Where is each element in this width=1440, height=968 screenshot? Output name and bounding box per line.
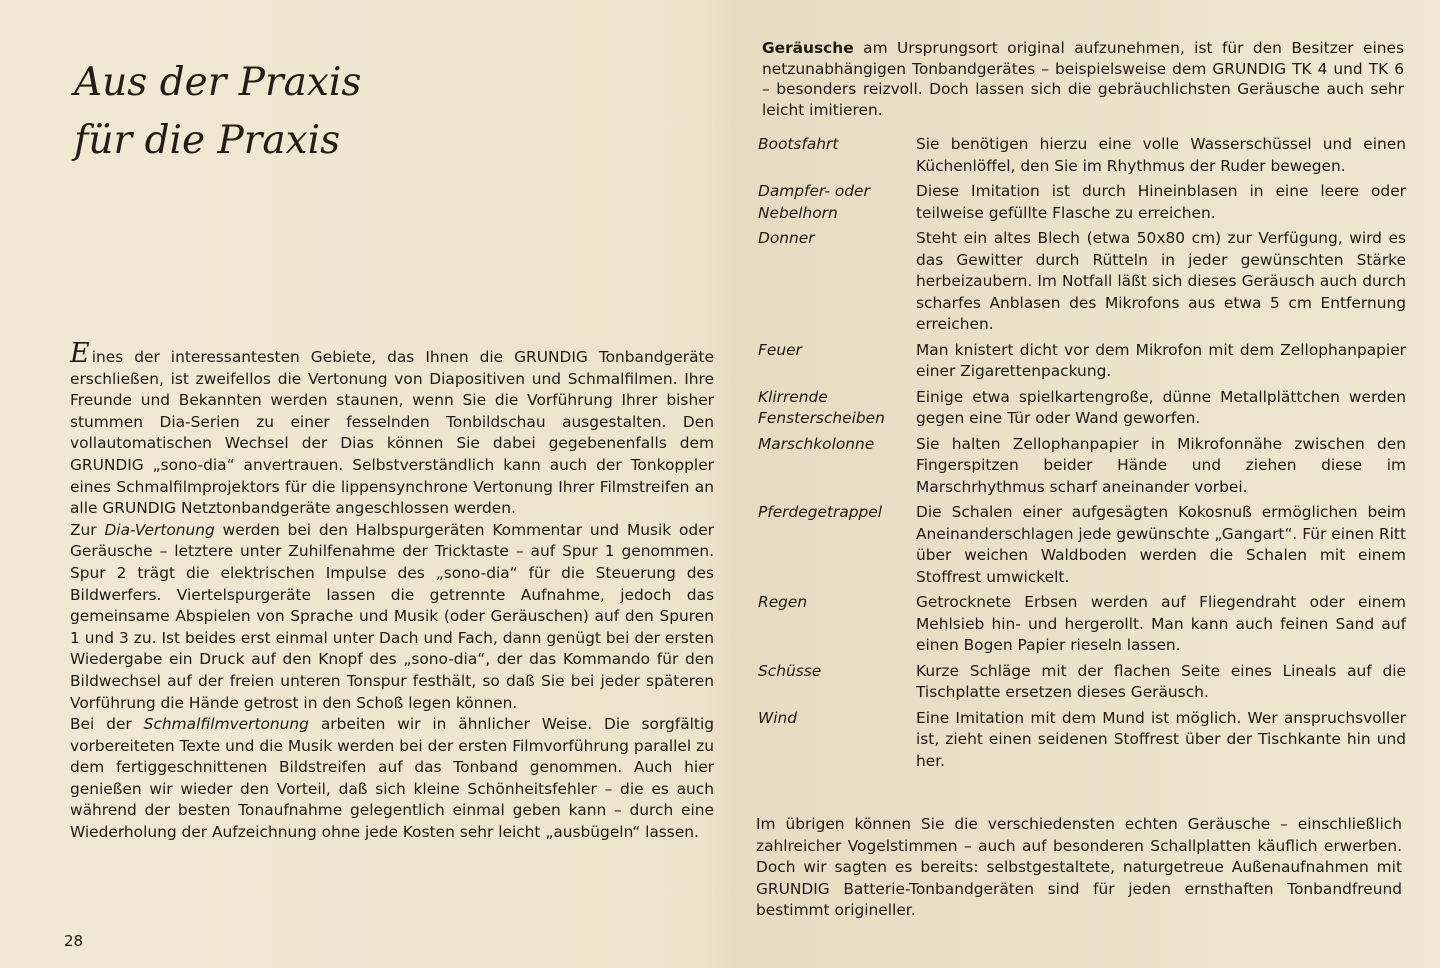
left-column-text bbox=[70, 338, 714, 844]
paragraph-intro-text: ines der interessantesten Gebiete, das Ihnen die GRUNDIG Tonbandgeräte erschließen, ist zweifellos die Vertonung von Diapositiven und Schmalfilmen. Ihre Freunde und Bekannten werden staunen, wenn Sie die Vorführung Ihrer bisher stummen Dia-Serien zu einer fesselnden Tonbildschau ausgestalten. Den vollautomatischen Wechsel der Dias können Sie dabei gegebenenfalls dem GRUNDIG „sono-dia“ anvertrauen. Selbstverständlich kann auch der Tonkoppler eines Schmalfilmprojektors für die lippensynchrone Vertonung Ihrer Filmstreifen an alle GRUNDIG Netztonbandgeräte angeschlossen werden. bbox=[70, 348, 714, 518]
sound-term: Bootsfahrt bbox=[758, 135, 839, 153]
sound-description: Eine Imitation mit dem Mund ist möglich. Wer anspruchsvoller ist, zieht einen seidenen Stoffrest über der Tischkante hin und her. bbox=[916, 708, 1406, 770]
list-item bbox=[758, 708, 1406, 773]
sound-term: Regen bbox=[758, 593, 808, 611]
paragraph-schmalfilm-text: arbeiten wir in ähnlicher Weise. Die sorgfältig vorbereiteten Texte und die Musik werden bei der ersten Filmvorführung parallel zu dem fertiggeschnittenen Bildstreifen auf das Tonband genommen. Auch hier genießen wir wieder den Vorteil, daß sich kleine Schönheitsfehler – die es auch während der besten Tonaufnahme gelegentlich einmal geben kann – durch eine Wiederholung der Aufzeichnung ohne jede Kosten sehr leicht „ausbügeln“ lassen. bbox=[70, 715, 714, 842]
sound-description: Diese Imitation ist durch Hineinblasen in eine leere oder teilweise gefüllte Flasche zu erreichen. bbox=[916, 182, 1406, 222]
title-line-2: für die Praxis bbox=[74, 118, 341, 164]
sound-description: Man knistert dicht vor dem Mikrofon mit dem Zellophanpapier einer Zigarettenpackung. bbox=[916, 340, 1406, 380]
right-column-intro bbox=[762, 38, 1404, 120]
list-item bbox=[758, 134, 1406, 177]
sound-term: Schüsse bbox=[758, 661, 822, 680]
list-item bbox=[758, 387, 1406, 430]
list-item bbox=[758, 434, 1406, 499]
sound-description: Getrocknete Erbsen werden auf Fliegendraht oder einem Mehlsieb hin- und hergerollt. Man kann auch feinen Sand auf einen Bogen Papier rieseln lassen. bbox=[916, 593, 1406, 654]
page-title bbox=[74, 54, 361, 170]
paragraph-schmalfilm bbox=[70, 714, 714, 844]
right-column-outro: Im übrigen können Sie die verschiedensten echten Geräusche – einschließlich zahlreicher Vogelstimmen – auch auf besonderen Schallplatten käuflich erwerben. Doch wir sagten es bereits: selbstgestaltete, naturgetreue Außenaufnahmen mit GRUNDIG Batterie-Tonbandgeräten sind für jeden ernsthaften Tonbandfreund bestimmt origineller. bbox=[756, 815, 1402, 919]
sound-description: Die Schalen einer aufgesägten Kokosnuß ermöglichen beim Aneinanderschlagen jede gewünschte „Gangart“. Für einen Ritt über weichen Waldboden werden die Schalen mit einem Stoffrest umwickelt. bbox=[916, 503, 1406, 586]
sound-term: Donner bbox=[758, 229, 815, 247]
paragraph-dia-text: werden bei den Halbspurgeräten Kommentar und Musik oder Geräusche – letztere unter Zuhilfenahme der Tricktaste – auf Spur 1 genommen. Spur 2 trägt die elektrischen Impulse des „sono-dia“ für die Steuerung des Bildwerfers. Viertelspurgeräte lassen die getrennte Aufnahme, jedoch das gemeinsame Abspielen von Sprache und Musik (oder Geräuschen) auf den Spuren 1 und 3 zu. Ist beides erst einmal unter Dach und Fach, dann genügt bei der ersten Wiedergabe ein Druck auf den Knopf des „sono-dia“, der das Kommando für den Bildwechsel auf der freien unteren Tonspur festhält, so daß Sie bei jeder späteren Vorführung die Hände getrost in den Schoß legen können. bbox=[70, 520, 714, 712]
sound-description: Einige etwa spielkartengroße, dünne Metallplättchen werden gegen eine Tür oder Wand geworfen. bbox=[916, 387, 1406, 427]
intro-bold-term: Geräusche bbox=[762, 39, 854, 57]
list-item bbox=[758, 228, 1406, 336]
sound-term: Klirrende Fensterscheiben bbox=[758, 387, 885, 427]
sound-term: Dampfer- oder Nebelhorn bbox=[758, 182, 870, 222]
sound-term: Marschkolonne bbox=[758, 434, 875, 453]
sound-description: Sie benötigen hierzu eine volle Wasserschüssel und einen Küchenlöffel, den Sie im Rhythmus der Ruder bewegen. bbox=[916, 135, 1406, 175]
paragraph-dia-em: Dia-Vertonung bbox=[104, 520, 215, 539]
title-line-1: Aus der Praxis bbox=[74, 60, 362, 106]
sound-description: Sie halten Zellophanpapier in Mikrofonnähe zwischen den Fingerspitzen beider Hände und ziehen diese im Marschrhythmus scharf aneinander vorbei. bbox=[916, 434, 1406, 496]
paragraph-schmalfilm-lead: Bei der bbox=[70, 715, 144, 734]
paragraph-dia-lead: Zur bbox=[70, 520, 105, 539]
list-item bbox=[758, 502, 1406, 588]
drop-cap: E bbox=[70, 338, 90, 369]
sound-effects-list bbox=[758, 134, 1406, 772]
paragraph-schmalfilm-em: Schmalfilmvertonung bbox=[143, 715, 309, 734]
list-item bbox=[758, 181, 1406, 224]
paragraph-dia bbox=[70, 520, 714, 714]
sound-term: Pferdegetrappel bbox=[758, 503, 883, 521]
sound-term: Feuer bbox=[758, 340, 802, 359]
sound-term: Wind bbox=[758, 708, 798, 727]
page-number: 28 bbox=[64, 932, 84, 950]
list-item bbox=[758, 592, 1406, 657]
sound-description: Kurze Schläge mit der flachen Seite eines Lineals auf die Tischplatte ersetzen dieses Geräusch. bbox=[916, 661, 1406, 701]
list-item bbox=[758, 340, 1406, 383]
list-item bbox=[758, 661, 1406, 704]
paragraph-intro bbox=[70, 338, 714, 520]
intro-text: am Ursprungsort original aufzunehmen, ist für den Besitzer eines netzunabhängigen Tonbandgerätes – beispielsweise dem GRUNDIG TK 4 und TK 6 – besonders reizvoll. Doch lassen sich die gebräuchlichsten Geräusche auch sehr leicht imitieren. bbox=[762, 39, 1404, 119]
sound-description: Steht ein altes Blech (etwa 50x80 cm) zur Verfügung, wird es das Gewitter durch Rütteln in jeder gewünschten Stärke herbeizaubern. Im Notfall läßt sich dieses Geräusch auch durch scharfes Anblasen des Mikrofons aus etwa 5 cm Entfernung erreichen. bbox=[916, 229, 1406, 333]
